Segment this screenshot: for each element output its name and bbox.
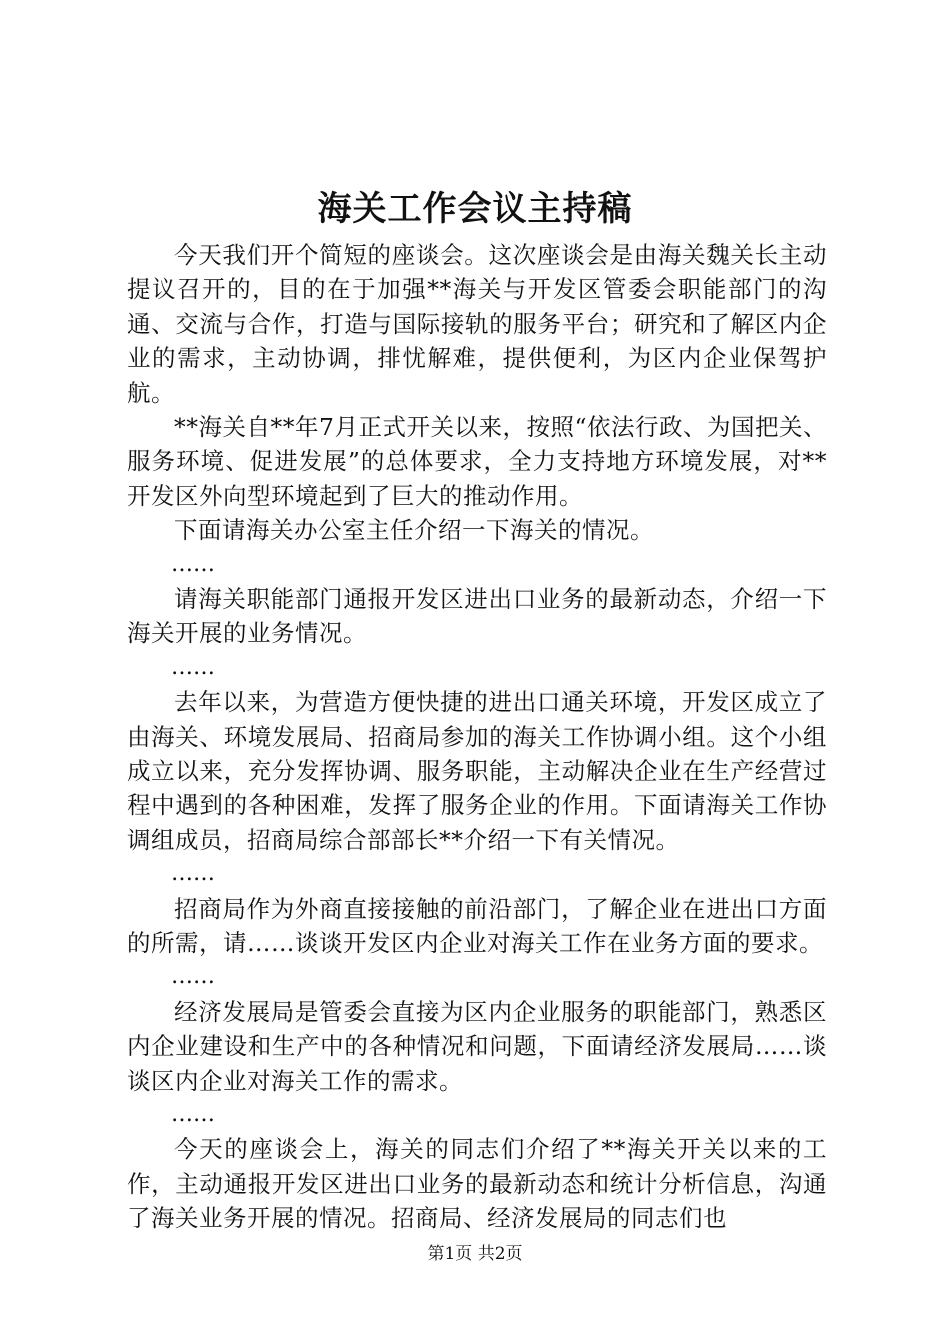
paragraph: 招商局作为外商直接接触的前沿部门，了解企业在进出口方面的所需，请……谈谈开发区内企业对海关工作在业务方面的要求。 [127,894,827,958]
paragraph: 下面请海关办公室主任介绍一下海关的情况。 [174,516,654,545]
paragraph: 去年以来，为营造方便快捷的进出口通关环境，开发区成立了由海关、环境发展局、招商局参加的海关工作协调小组。这个小组成立以来，充分发挥协调、服务职能，主动解决企业在生产经营过程中遇到的各种困难，发挥了服务企业的作用。下面请海关工作协调组成员，招商局综合部部长**介绍一下有关情况。 [127,688,827,854]
ellipsis-line: …… [171,964,215,990]
paragraph: 经济发展局是管委会直接为区内企业服务的职能部门，熟悉区内企业建设和生产中的各种情况和问题，下面请经济发展局……谈谈区内企业对海关工作的需求。 [127,997,827,1095]
paragraph: 请海关职能部门通报开发区进出口业务的最新动态，介绍一下海关开展的业务情况。 [127,585,827,648]
ellipsis-line: …… [171,551,215,577]
document-body [127,238,827,1236]
paragraph: 今天我们开个简短的座谈会。这次座谈会是由海关魏关长主动提议召开的，目的在于加强**海关与开发区管委会职能部门的沟通、交流与合作，打造与国际接轨的服务平台；研究和了解区内企业的需求，主动协调，排忧解难，提供便利，为区内企业保驾护航。 [127,241,827,407]
page-number-footer: 第1页 共2页 [427,1244,523,1264]
document-title: 海关工作会议主持稿 [317,189,633,229]
ellipsis-line: …… [171,1102,215,1128]
paragraph: **海关自**年7月正式开关以来，按照“依法行政、为国把关、服务环境、促进发展”的总体要求，全力支持地方环境发展，对**开发区外向型环境起到了巨大的推动作用。 [127,413,827,510]
paragraph: 今天的座谈会上，海关的同志们介绍了**海关开关以来的工作，主动通报开发区进出口业务的最新动态和统计分析信息，沟通了海关业务开展的情况。招商局、经济发展局的同志们也 [127,1135,827,1233]
ellipsis-line: …… [171,861,215,887]
ellipsis-line: …… [171,654,215,680]
